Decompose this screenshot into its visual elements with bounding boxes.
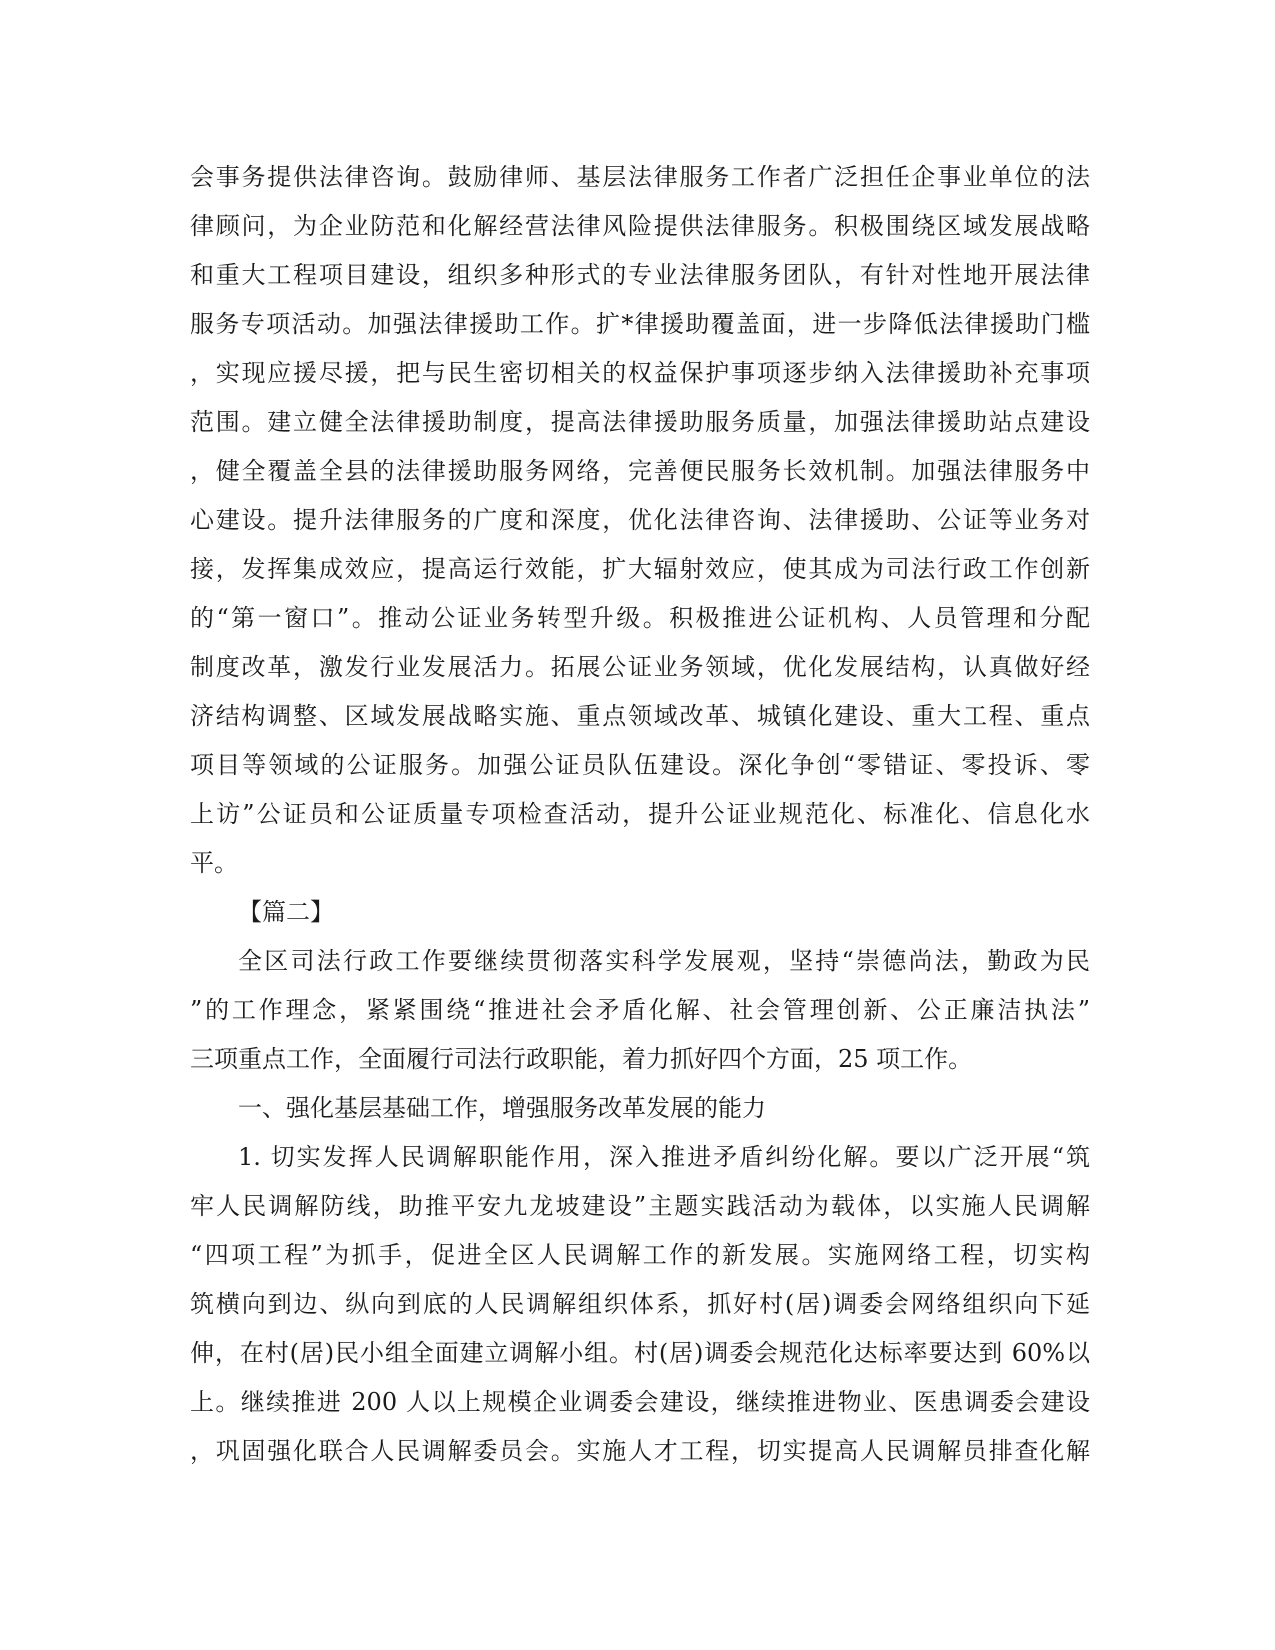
text-line: ，实现应援尽援，把与民生密切相关的权益保护事项逐步纳入法律援助补充事项 xyxy=(190,359,1090,387)
text-line: 制度改革，激发行业发展活力。拓展公证业务领域，优化发展结构，认真做好经 xyxy=(190,653,1090,681)
text-line: 和重大工程项目建设，组织多种形式的专业法律服务团队，有针对性地开展法律 xyxy=(190,261,1090,289)
text-line: 会事务提供法律咨询。鼓励律师、基层法律服务工作者广泛担任企事业单位的法 xyxy=(190,163,1090,191)
text-line: 上访”公证员和公证质量专项检查活动，提升公证业规范化、标准化、信息化水 xyxy=(190,800,1090,828)
text-line: 筑横向到边、纵向到底的人民调解组织体系，抓好村(居)调委会网络组织向下延 xyxy=(190,1290,1090,1318)
text-line: 一、强化基层基础工作，增强服务改革发展的能力 xyxy=(238,1094,766,1122)
text-line: ，健全覆盖全县的法律援助服务网络，完善便民服务长效机制。加强法律服务中 xyxy=(190,457,1090,485)
text-line: 心建设。提升法律服务的广度和深度，优化法律咨询、法律援助、公证等业务对 xyxy=(190,506,1090,534)
text-line: 伸，在村(居)民小组全面建立调解小组。村(居)调委会规范化达标率要达到 60%以 xyxy=(190,1339,1090,1367)
text-line: 全区司法行政工作要继续贯彻落实科学发展观，坚持“崇德尚法，勤政为民 xyxy=(238,947,1090,975)
text-line: 范围。建立健全法律援助制度，提高法律援助服务质量，加强法律援助站点建设 xyxy=(190,408,1090,436)
text-line: 【篇二】 xyxy=(238,898,334,926)
document-body xyxy=(190,153,1090,1476)
text-line: “四项工程”为抓手，促进全区人民调解工作的新发展。实施网络工程，切实构 xyxy=(190,1241,1090,1269)
text-line: 的“第一窗口”。推动公证业务转型升级。积极推进公证机构、人员管理和分配 xyxy=(190,604,1090,632)
text-line: 项目等领域的公证服务。加强公证员队伍建设。深化争创“零错证、零投诉、零 xyxy=(190,751,1090,779)
text-line: 1. 切实发挥人民调解职能作用，深入推进矛盾纠纷化解。要以广泛开展“筑 xyxy=(238,1143,1090,1171)
text-line: 上。继续推进 200 人以上规模企业调委会建设，继续推进物业、医患调委会建设 xyxy=(190,1388,1090,1416)
text-line: 服务专项活动。加强法律援助工作。扩*律援助覆盖面，进一步降低法律援助门槛 xyxy=(190,310,1090,338)
text-line: 接，发挥集成效应，提高运行效能，扩大辐射效应，使其成为司法行政工作创新 xyxy=(190,555,1090,583)
text-line: 律顾问，为企业防范和化解经营法律风险提供法律服务。积极围绕区域发展战略 xyxy=(190,212,1090,240)
text-line: 平。 xyxy=(190,849,238,877)
text-line: 济结构调整、区域发展战略实施、重点领域改革、城镇化建设、重大工程、重点 xyxy=(190,702,1090,730)
text-line: ”的工作理念，紧紧围绕“推进社会矛盾化解、社会管理创新、公正廉洁执法” xyxy=(190,996,1090,1024)
text-line: ，巩固强化联合人民调解委员会。实施人才工程，切实提高人民调解员排查化解 xyxy=(190,1437,1090,1465)
text-line: 牢人民调解防线，助推平安九龙坡建设”主题实践活动为载体，以实施人民调解 xyxy=(190,1192,1090,1220)
text-line: 三项重点工作，全面履行司法行政职能，着力抓好四个方面，25 项工作。 xyxy=(190,1045,973,1073)
